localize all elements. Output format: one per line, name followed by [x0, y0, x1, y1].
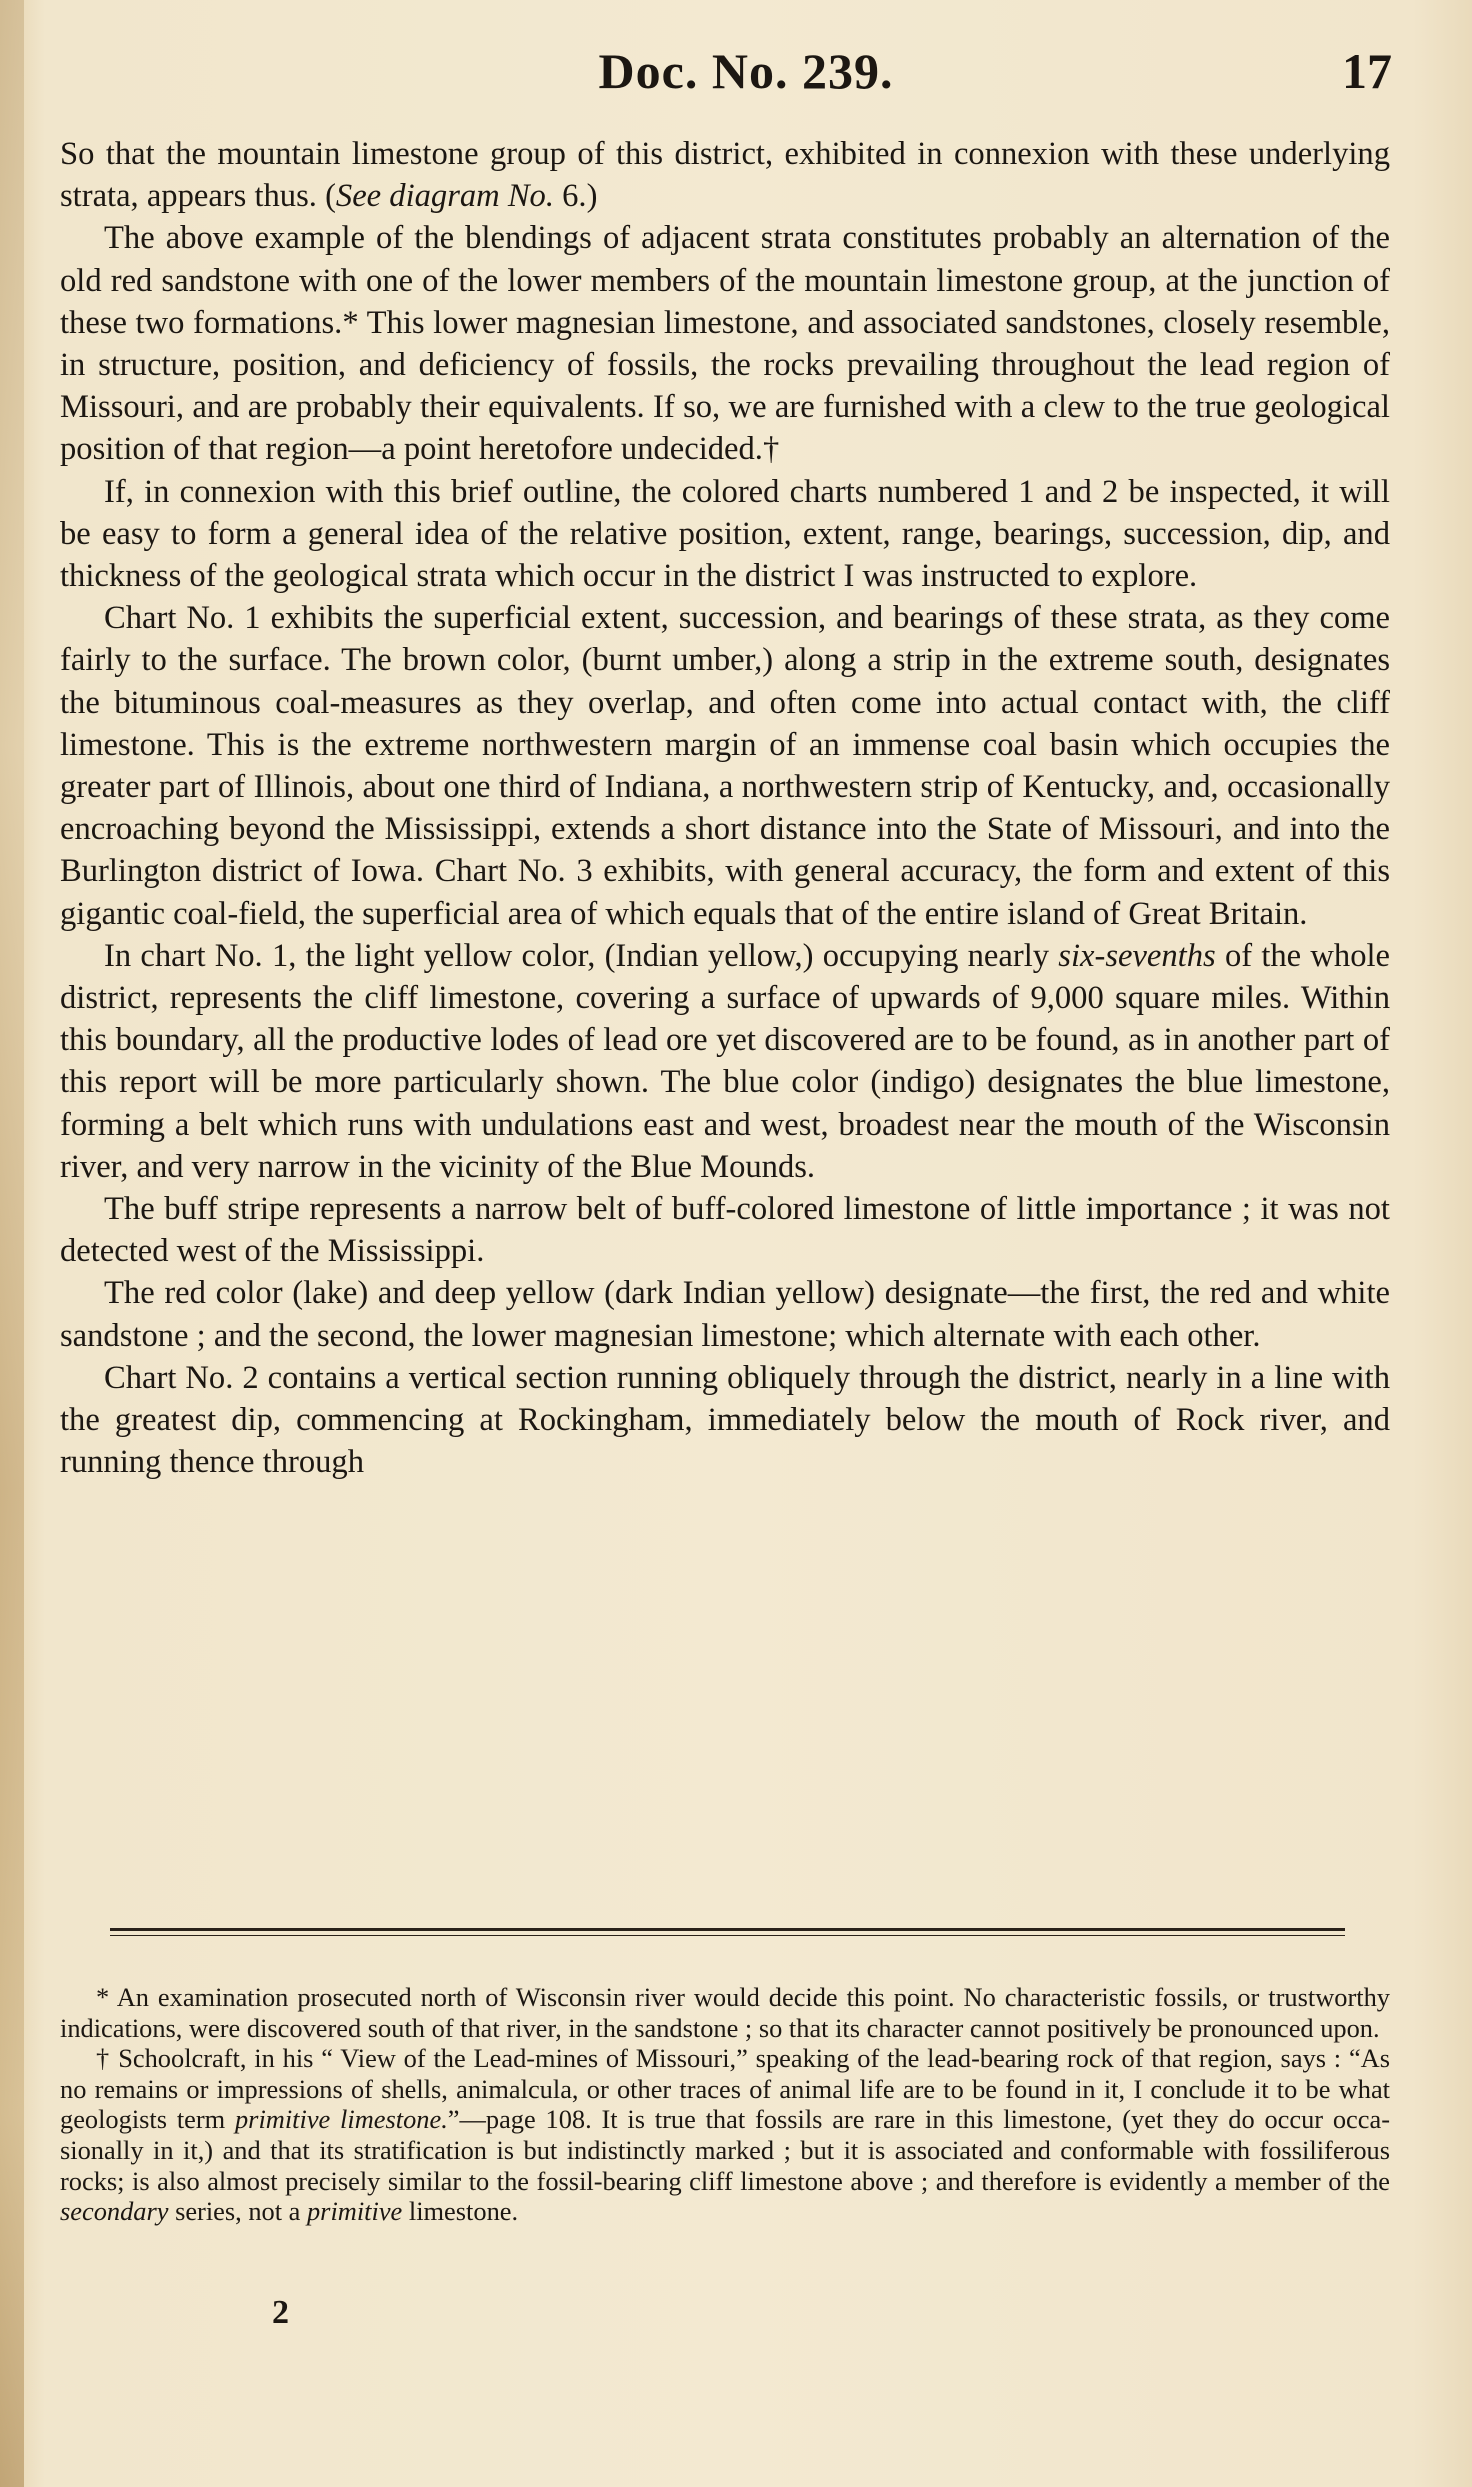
- text-run: Chart No. 2 contains a vertical section running obliquely through the district, nearly in a line with the greatest dip, commencing at Rockingham, immediately below the mouth of Rock river, and running thence through: [60, 1359, 1390, 1481]
- text-run: limestone.: [402, 2196, 519, 2227]
- paragraph-6: [60, 1188, 1390, 1272]
- footnote-1: [60, 1982, 1390, 2043]
- main-text: [60, 133, 1390, 1484]
- footnote-2: [60, 2043, 1390, 2227]
- text-run: The above example of the blendings of adjacent strata constitutes probably an alternation of the old red sandstone with one of the lower members of the mountain limestone group, at the junction of these two formations.* This lower magnesian limestone, and associated sandstones, closely resemble, in structure, position, and deficiency of fossils, the rocks prevailing throughout the lead region of Missouri, and are probably their equivalents. If so, we are furnished with a clew to the true geological position of that region—a point heretofore undecided.†: [60, 220, 1390, 468]
- text-run: The buff stripe represents a narrow belt of buff-colored limestone of little importance ; it was not detected west of the Mississippi.: [60, 1191, 1390, 1270]
- paragraph-4: [60, 597, 1390, 935]
- text-run: of the whole district, represents the cliff limestone, covering a surface of upwards of 9,000 square miles. Within this boundary, all the productive lodes of lead ore yet discovered are to be found, as in another part of this report will be more particularly shown. The blue color (indigo) designates the blue limestone, forming a belt which runs with undulations east and west, broadest near the mouth of the Wisconsin river, and very narrow in the vicinity of the Blue Mounds.: [60, 937, 1390, 1185]
- page-edge-stain: [0, 0, 24, 2487]
- paragraph-8: [60, 1357, 1390, 1484]
- italic-text: primitive limestone.: [234, 2104, 448, 2135]
- paragraph-7: [60, 1272, 1390, 1356]
- italic-text: secondary: [60, 2196, 169, 2227]
- text-run: 6.): [554, 178, 598, 215]
- page-number: 17: [1342, 43, 1392, 99]
- page-header: [100, 42, 1392, 102]
- italic-text: six-sevenths: [1058, 937, 1216, 974]
- text-run: series, not a: [168, 2196, 307, 2227]
- text-run: † Schoolcraft, in his “ View of the Lead-mines of Missouri,” speaking of the lead-bearing rock of that region, says : “As no remains or impressions of shells, animalcula, or other traces of animal life are to be found in it, I conclude it to be what geologists term: [60, 2043, 1390, 2135]
- italic-text: See diagram No.: [335, 178, 554, 215]
- footnote-rule-thin: [110, 1935, 1345, 1936]
- text-run: In chart No. 1, the light yellow color, (Indian yellow,) occupying nearly: [104, 937, 1059, 974]
- paragraph-1: [60, 133, 1390, 217]
- text-run: Chart No. 1 exhibits the superficial extent, succession, and bearings of these strata, as they come fairly to the surface. The brown color, (burnt umber,) along a strip in the extreme south, designates the bituminous coal-measures as they overlap, and often come into actual contact with, the cliff limestone. This is the extreme northwestern margin of an immense coal basin which occupies the greater part of Illinois, about one third of Indiana, a northwestern strip of Kentucky, and, occasionally encroaching beyond the Mississippi, extends a short distance into the State of Missouri, and into the Burlington district of Iowa. Chart No. 3 exhibits, with general accuracy, the form and extent of this gigantic coal-field, the superficial area of which equals that of the entire island of Great Britain.: [60, 600, 1390, 932]
- text-run: * An examination prosecuted north of Wisconsin river would decide this point. No characteristic fossils, or trustworthy indications, were discovered south of that river, in the sandstone ; so that its character cannot positively be pronounced upon.: [60, 1982, 1390, 2043]
- paragraph-3: [60, 471, 1390, 598]
- document-number: Doc. No. 239.: [598, 43, 894, 99]
- paragraph-5: [60, 935, 1390, 1188]
- text-run: ”—page 108. It is true that fossils are rare in this limestone, (yet they do occur occasionally in it,) and that its stratification is but indistinctly marked ; but it is associated and conformable with fossiliferous rocks; is also almost precisely similar to the fossil-bearing cliff limestone above ; and therefore is evidently a member of the: [60, 2104, 1390, 2196]
- text-run: The red color (lake) and deep yellow (dark Indian yellow) designate—the first, the red and white sandstone ; and the second, the lower magnesian limestone; which alternate with each other.: [60, 1275, 1390, 1354]
- paragraph-2: [60, 217, 1390, 470]
- text-run: So that the mountain limestone group of this district, exhibited in connexion with these underlying strata, appears thus. (: [60, 136, 1390, 215]
- footnotes: [60, 1982, 1390, 2227]
- footnote-rule-thick: [110, 1928, 1345, 1931]
- text-run: If, in connexion with this brief outline, the colored charts numbered 1 and 2 be inspected, it will be easy to form a general idea of the relative position, extent, range, bearings, succession, dip, and thickness of the geological strata which occur in the district I was instructed to explore.: [60, 473, 1390, 595]
- signature-mark: 2: [272, 2294, 289, 2331]
- italic-text: primitive: [306, 2196, 403, 2227]
